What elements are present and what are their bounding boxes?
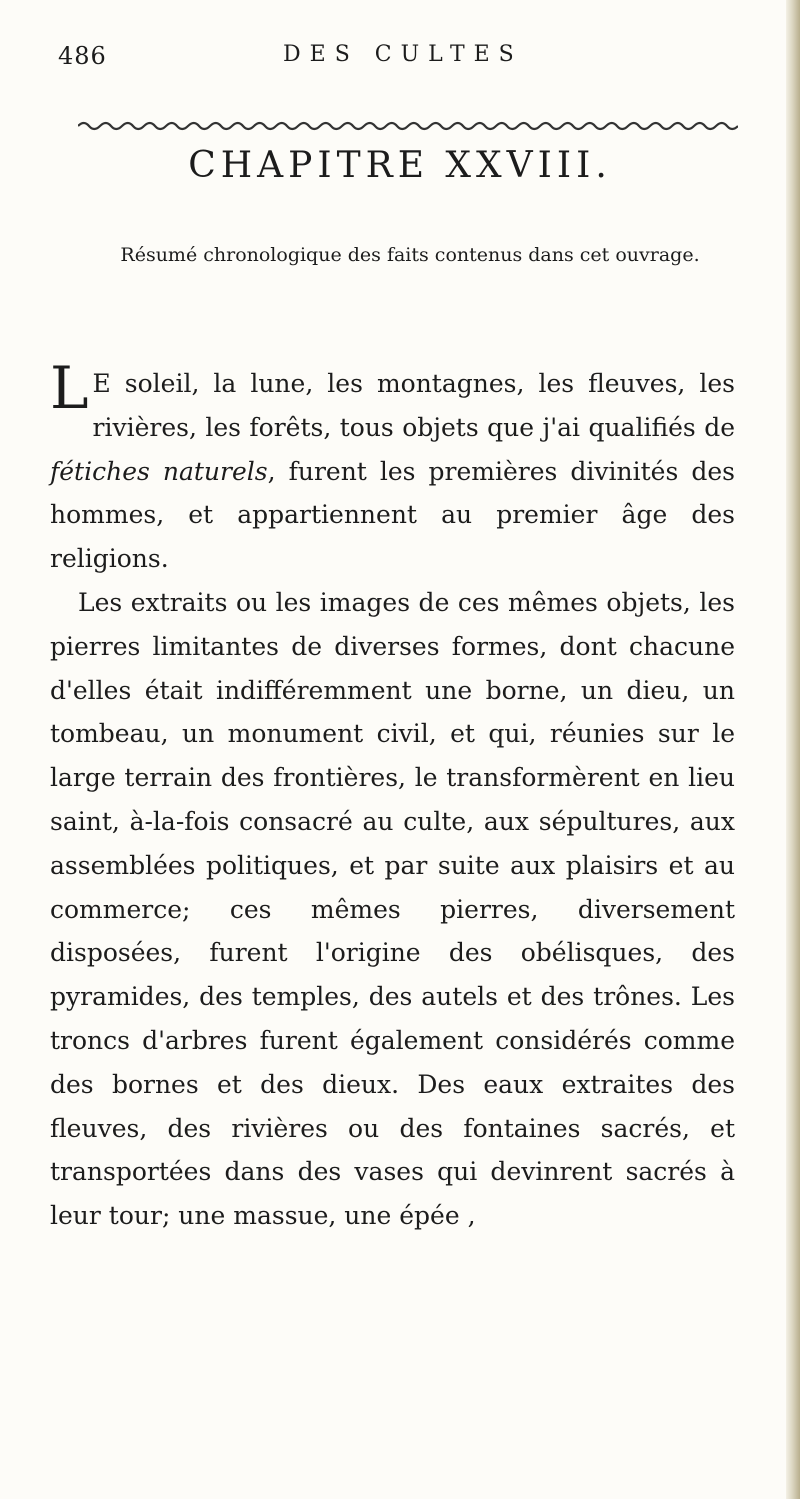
running-head: DES CULTES	[283, 42, 523, 67]
italic-term: fétiches naturels	[50, 456, 268, 486]
paragraph-1	[50, 354, 735, 581]
page-edge-shadow	[786, 0, 800, 1499]
chapter-summary: Résumé chronologique des faits contenus dans cet ouvrage.	[120, 244, 700, 266]
ornamental-rule	[78, 118, 738, 134]
drop-cap: L	[50, 354, 89, 422]
paragraph-1-text: E soleil, la lune, les montagnes, les fleuves, les rivières, les forêts, tous objets que j'ai qualifiés de	[92, 369, 735, 442]
page-number: 486	[58, 42, 107, 70]
page-header	[58, 40, 738, 80]
paragraph-2: Les extraits ou les images de ces mêmes objets, les pierres limitantes de diverses formes, dont chacune d'elles était indifféremment une borne, un dieu, un tombeau, un monument civil, et qui, réunies sur le large terrain des frontières, le transformèrent en lieu saint, à-la-fois consacré au culte, aux sépultures, aux assemblées politiques, et par suite aux plaisirs et au commerce; ces mêmes pierres, diversement disposées, furent l'origine des obélisques, des pyramides, des temples, des autels et des trônes. Les troncs d'arbres furent également considérés comme des bornes et des dieux. Des eaux extraites des fleuves, des rivières ou des fontaines sacrés, et transportées dans des vases qui devinrent sacrés à leur tour; une massue, une épée ,	[50, 587, 735, 1231]
body-text	[50, 354, 735, 1238]
paragraph-1-end: , furent les premières divinités des hommes, et appartiennent au premier âge des religions.	[50, 456, 735, 574]
chapter-title: CHAPITRE XXVIII.	[188, 145, 612, 186]
